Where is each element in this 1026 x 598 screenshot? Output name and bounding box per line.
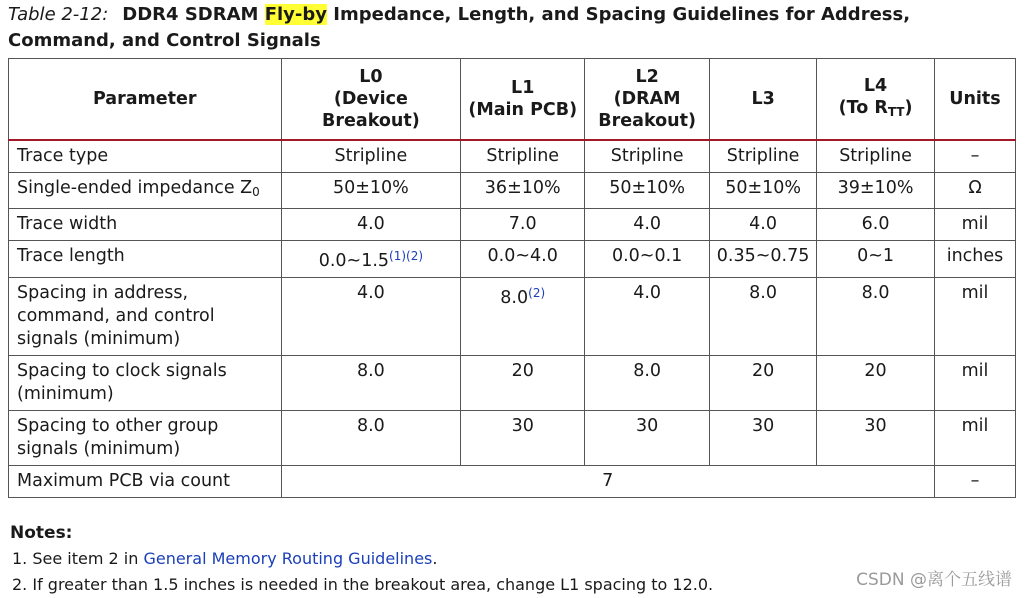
value-cell: Stripline bbox=[817, 140, 935, 173]
merged-value-cell: 7 bbox=[281, 466, 935, 498]
value-cell: 6.0 bbox=[817, 209, 935, 241]
units-cell: inches bbox=[935, 241, 1016, 278]
value-cell: 30 bbox=[585, 411, 710, 466]
param-cell: Spacing to clock signals (minimum) bbox=[9, 356, 282, 411]
value-cell: 30 bbox=[710, 411, 817, 466]
value-cell: 8.0 bbox=[585, 356, 710, 411]
value-cell: Stripline bbox=[461, 140, 585, 173]
value-cell: 4.0 bbox=[585, 278, 710, 356]
header-l1: L1 (Main PCB) bbox=[461, 59, 585, 141]
footnote-ref-link[interactable]: (2) bbox=[528, 286, 546, 300]
units-cell: mil bbox=[935, 411, 1016, 466]
table-row bbox=[9, 209, 1016, 241]
units-cell: mil bbox=[935, 209, 1016, 241]
value-cell: 0.35~0.75 bbox=[710, 241, 817, 278]
value-cell: 8.0$^{(2)}$ bbox=[461, 278, 585, 356]
notes-header: Notes: bbox=[10, 523, 73, 543]
caption-label: Table 2-12: bbox=[8, 4, 109, 25]
table-row bbox=[9, 466, 1016, 498]
units-cell: Ω bbox=[935, 173, 1016, 209]
value-cell: Stripline bbox=[585, 140, 710, 173]
param-cell: Maximum PCB via count bbox=[9, 466, 282, 498]
value-cell: Stripline bbox=[281, 140, 461, 173]
param-cell: Spacing to other group signals (minimum) bbox=[9, 411, 282, 466]
value-cell: 0.0~0.1 bbox=[585, 241, 710, 278]
header-l4: L4 (To $R_{TT}$) bbox=[817, 59, 935, 141]
value-cell: 4.0 bbox=[281, 209, 461, 241]
note-item: 1. See item 2 in General Memory Routing Guidelines. bbox=[12, 549, 438, 568]
value-cell: 0.0~4.0 bbox=[461, 241, 585, 278]
value-cell: 50±10% bbox=[710, 173, 817, 209]
param-cell: Trace width bbox=[9, 209, 282, 241]
value-cell: 4.0 bbox=[585, 209, 710, 241]
value-cell: 0.0~1.5$^{(1)(2)}$ bbox=[281, 241, 461, 278]
caption-highlight: Fly-by bbox=[264, 4, 327, 25]
value-cell: 8.0 bbox=[710, 278, 817, 356]
value-cell: 8.0 bbox=[281, 411, 461, 466]
value-cell: 4.0 bbox=[710, 209, 817, 241]
table-row bbox=[9, 173, 1016, 209]
units-cell: mil bbox=[935, 356, 1016, 411]
value-cell: 8.0 bbox=[817, 278, 935, 356]
value-cell: 20 bbox=[817, 356, 935, 411]
units-cell: – bbox=[935, 466, 1016, 498]
watermark: CSDN @离个五线谱 bbox=[856, 570, 1012, 590]
value-cell: 20 bbox=[710, 356, 817, 411]
header-units: Units bbox=[935, 59, 1016, 141]
routing-guidelines-link[interactable]: General Memory Routing Guidelines bbox=[143, 549, 433, 568]
param-cell: Single-ended impedance $Z_0$ bbox=[9, 173, 282, 209]
value-cell: 0~1 bbox=[817, 241, 935, 278]
header-l2: L2 (DRAM Breakout) bbox=[585, 59, 710, 141]
value-cell: 36±10% bbox=[461, 173, 585, 209]
value-cell: 8.0 bbox=[281, 356, 461, 411]
value-cell: 30 bbox=[817, 411, 935, 466]
header-row bbox=[9, 59, 1016, 141]
units-cell: – bbox=[935, 140, 1016, 173]
table-row bbox=[9, 241, 1016, 278]
caption-title-part: DDR4 SDRAM bbox=[122, 4, 265, 25]
footnote-ref-link[interactable]: (1)(2) bbox=[389, 249, 424, 263]
value-cell: 4.0 bbox=[281, 278, 461, 356]
value-cell: 30 bbox=[461, 411, 585, 466]
table-row bbox=[9, 356, 1016, 411]
table-row bbox=[9, 278, 1016, 356]
value-cell: 7.0 bbox=[461, 209, 585, 241]
value-cell: 50±10% bbox=[585, 173, 710, 209]
units-cell: mil bbox=[935, 278, 1016, 356]
header-parameter: Parameter bbox=[9, 59, 282, 141]
caption-title-part: Impedance, Length, and Spacing Guidelines for Address, Command, and Control Signals bbox=[8, 4, 911, 51]
table-row bbox=[9, 140, 1016, 173]
note-item: 2. If greater than 1.5 inches is needed in the breakout area, change L1 spacing to 12.0. bbox=[12, 575, 714, 594]
param-cell: Trace type bbox=[9, 140, 282, 173]
value-cell: 50±10% bbox=[281, 173, 461, 209]
header-l0: L0 (Device Breakout) bbox=[281, 59, 461, 141]
value-cell: 39±10% bbox=[817, 173, 935, 209]
value-cell: Stripline bbox=[710, 140, 817, 173]
table-caption bbox=[8, 2, 1008, 54]
guidelines-table bbox=[8, 58, 1016, 498]
value-cell: 20 bbox=[461, 356, 585, 411]
header-l3: L3 bbox=[710, 59, 817, 141]
param-cell: Trace length bbox=[9, 241, 282, 278]
table-row bbox=[9, 411, 1016, 466]
param-cell: Spacing in address, command, and control signals (minimum) bbox=[9, 278, 282, 356]
